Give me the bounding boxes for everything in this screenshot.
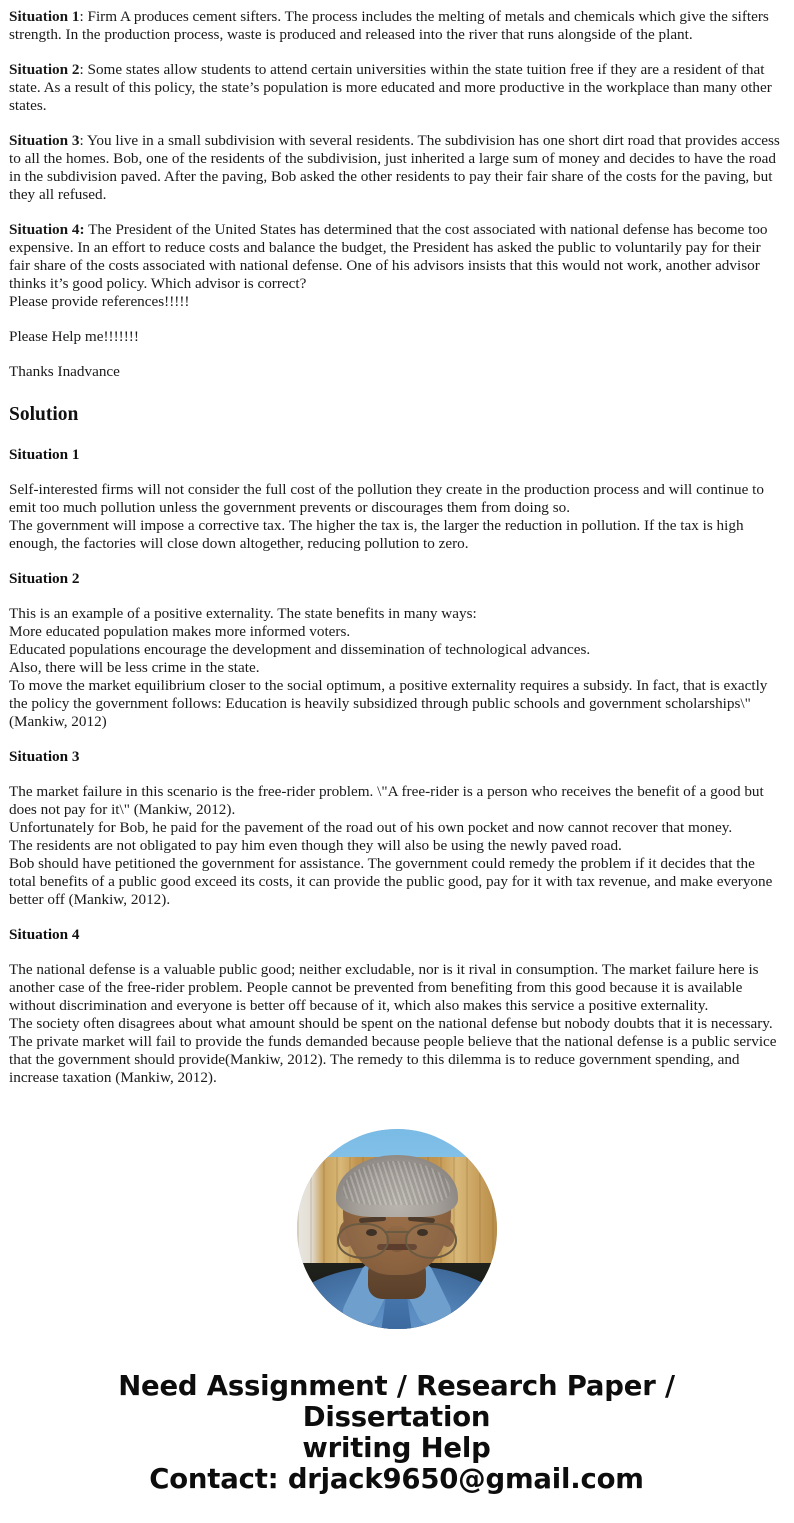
question-paragraph (9, 221, 784, 293)
answer-line: Also, there will be less crime in the state. (9, 659, 260, 676)
answer-line: The residents are not obligated to pay him even though they will also be using the newly paved road. (9, 837, 622, 854)
avatar-container (9, 1129, 784, 1341)
question-paragraph (9, 8, 784, 44)
answer-heading: Situation 4 (9, 926, 80, 943)
request-line: Please Help me!!!!!!! (9, 328, 139, 345)
question-paragraph (9, 61, 784, 115)
answer-line: To move the market equilibrium closer to the social optimum, a positive externality requires a subsidy. In fact, that is exactly the policy the government follows: Education is heavily subsidized through public schools and government scholarships\" (Mankiw, 2012) (9, 677, 768, 730)
answer-line: Bob should have petitioned the government for assistance. The government could remedy the problem if it decides that the total benefits of a public good exceed its costs, it can provide the public good, pay for it with tax revenue, and make everyone better off (Mankiw, 2012). (9, 855, 773, 908)
question-lead-separator: : (79, 132, 87, 149)
footer-line-2: writing Help (302, 1432, 491, 1464)
footer-contact-banner (9, 1371, 784, 1519)
question-lead-label: Situation 3 (9, 132, 80, 149)
answer-body (9, 783, 784, 909)
avatar-glasses-bridge (384, 1231, 410, 1233)
avatar-lens-left (337, 1223, 389, 1259)
answer-line: Self-interested firms will not consider the full cost of the pollution they create in the production process and will continue to emit too much pollution unless the government prevents or discourages them from doing so. (9, 481, 764, 516)
answer-section (9, 748, 784, 909)
footer-contact-email: Contact: drjack9650@gmail.com (149, 1463, 644, 1495)
question-body-text: You live in a small subdivision with several residents. The subdivision has one short dirt road that provides access to all the homes. Bob, one of the residents of the subdivision, just inherited a large sum of money and decides to have the road in the subdivision paved. After the paving, Bob asked the other residents to pay their fair share of the costs for the paving, but they all refused. (9, 132, 780, 203)
question-paragraph (9, 132, 784, 204)
questions-section (9, 8, 784, 293)
question-lead-label: Situation 1 (9, 8, 80, 25)
request-line: Thanks Inadvance (9, 363, 120, 380)
question-lead-separator: : (79, 8, 88, 25)
question-body-text: The President of the United States has determined that the cost associated with national defense has become too expensive. In an effort to reduce costs and balance the budget, the President has asked the public to voluntarily pay for their fair share of the costs associated with national defense. One of his advisors insists that this would not work, another advisor thinks it’s good policy. Which advisor is correct? (9, 221, 768, 292)
answer-heading: Situation 2 (9, 570, 80, 587)
answer-line: This is an example of a positive externality. The state benefits in many ways: (9, 605, 477, 622)
footer-line-1: Need Assignment / Research Paper / Dissertation (118, 1370, 675, 1433)
avatar (297, 1129, 497, 1329)
question-lead-separator: : (79, 61, 88, 78)
question-lead-label: Situation 4: (9, 221, 85, 238)
question-body-text: Firm A produces cement sifters. The process includes the melting of metals and chemicals which give the sifters strength. In the production process, waste is produced and released into the river that runs alongside of the plant. (9, 8, 769, 43)
glasses-icon (335, 1223, 459, 1257)
answer-line: More educated population makes more informed voters. (9, 623, 351, 640)
question-lead-label: Situation 2 (9, 61, 80, 78)
requests-section (9, 293, 784, 381)
request-line: Please provide references!!!!! (9, 293, 190, 310)
answer-section (9, 926, 784, 1087)
answer-heading: Situation 3 (9, 748, 80, 765)
answer-line: The national defense is a valuable public good; neither excludable, nor is it rival in consumption. The market failure here is another case of the free-rider problem. People cannot be prevented from benefiting from this good because it is available without discrimination and everyone is better off because of it, which also makes this service a positive externality. (9, 961, 759, 1014)
answer-heading: Situation 1 (9, 446, 80, 463)
answer-section (9, 570, 784, 731)
answer-line: The government will impose a corrective tax. The higher the tax is, the larger the reduction in pollution. If the tax is high enough, the factories will close down altogether, reducing pollution to zero. (9, 517, 744, 552)
solution-heading: Solution (9, 404, 79, 425)
answer-line: Educated populations encourage the development and dissemination of technological advances. (9, 641, 591, 658)
answer-section (9, 446, 784, 553)
answer-line: Unfortunately for Bob, he paid for the pavement of the road out of his own pocket and now cannot recover that money. (9, 819, 733, 836)
answer-line: The market failure in this scenario is the free-rider problem. \"A free-rider is a person who receives the benefit of a good but does not pay for it\" (Mankiw, 2012). (9, 783, 764, 818)
answer-body (9, 481, 784, 553)
answer-body (9, 961, 784, 1087)
answer-line: The society often disagrees about what amount should be spent on the national defense but nobody doubts that it is necessary. The private market will fail to provide the funds demanded because people believe that the national defense is a public service that the government should provide(Mankiw, 2012). The remedy to this dilemma is to reduce government spending, and increase taxation (Mankiw, 2012). (9, 1015, 777, 1086)
avatar-lens-right (405, 1223, 457, 1259)
answer-body (9, 605, 784, 731)
question-body-text: Some states allow students to attend certain universities within the state tuition free if they are a resident of that state. As a result of this policy, the state’s population is more educated and more productive in the workplace than many other states. (9, 61, 772, 114)
